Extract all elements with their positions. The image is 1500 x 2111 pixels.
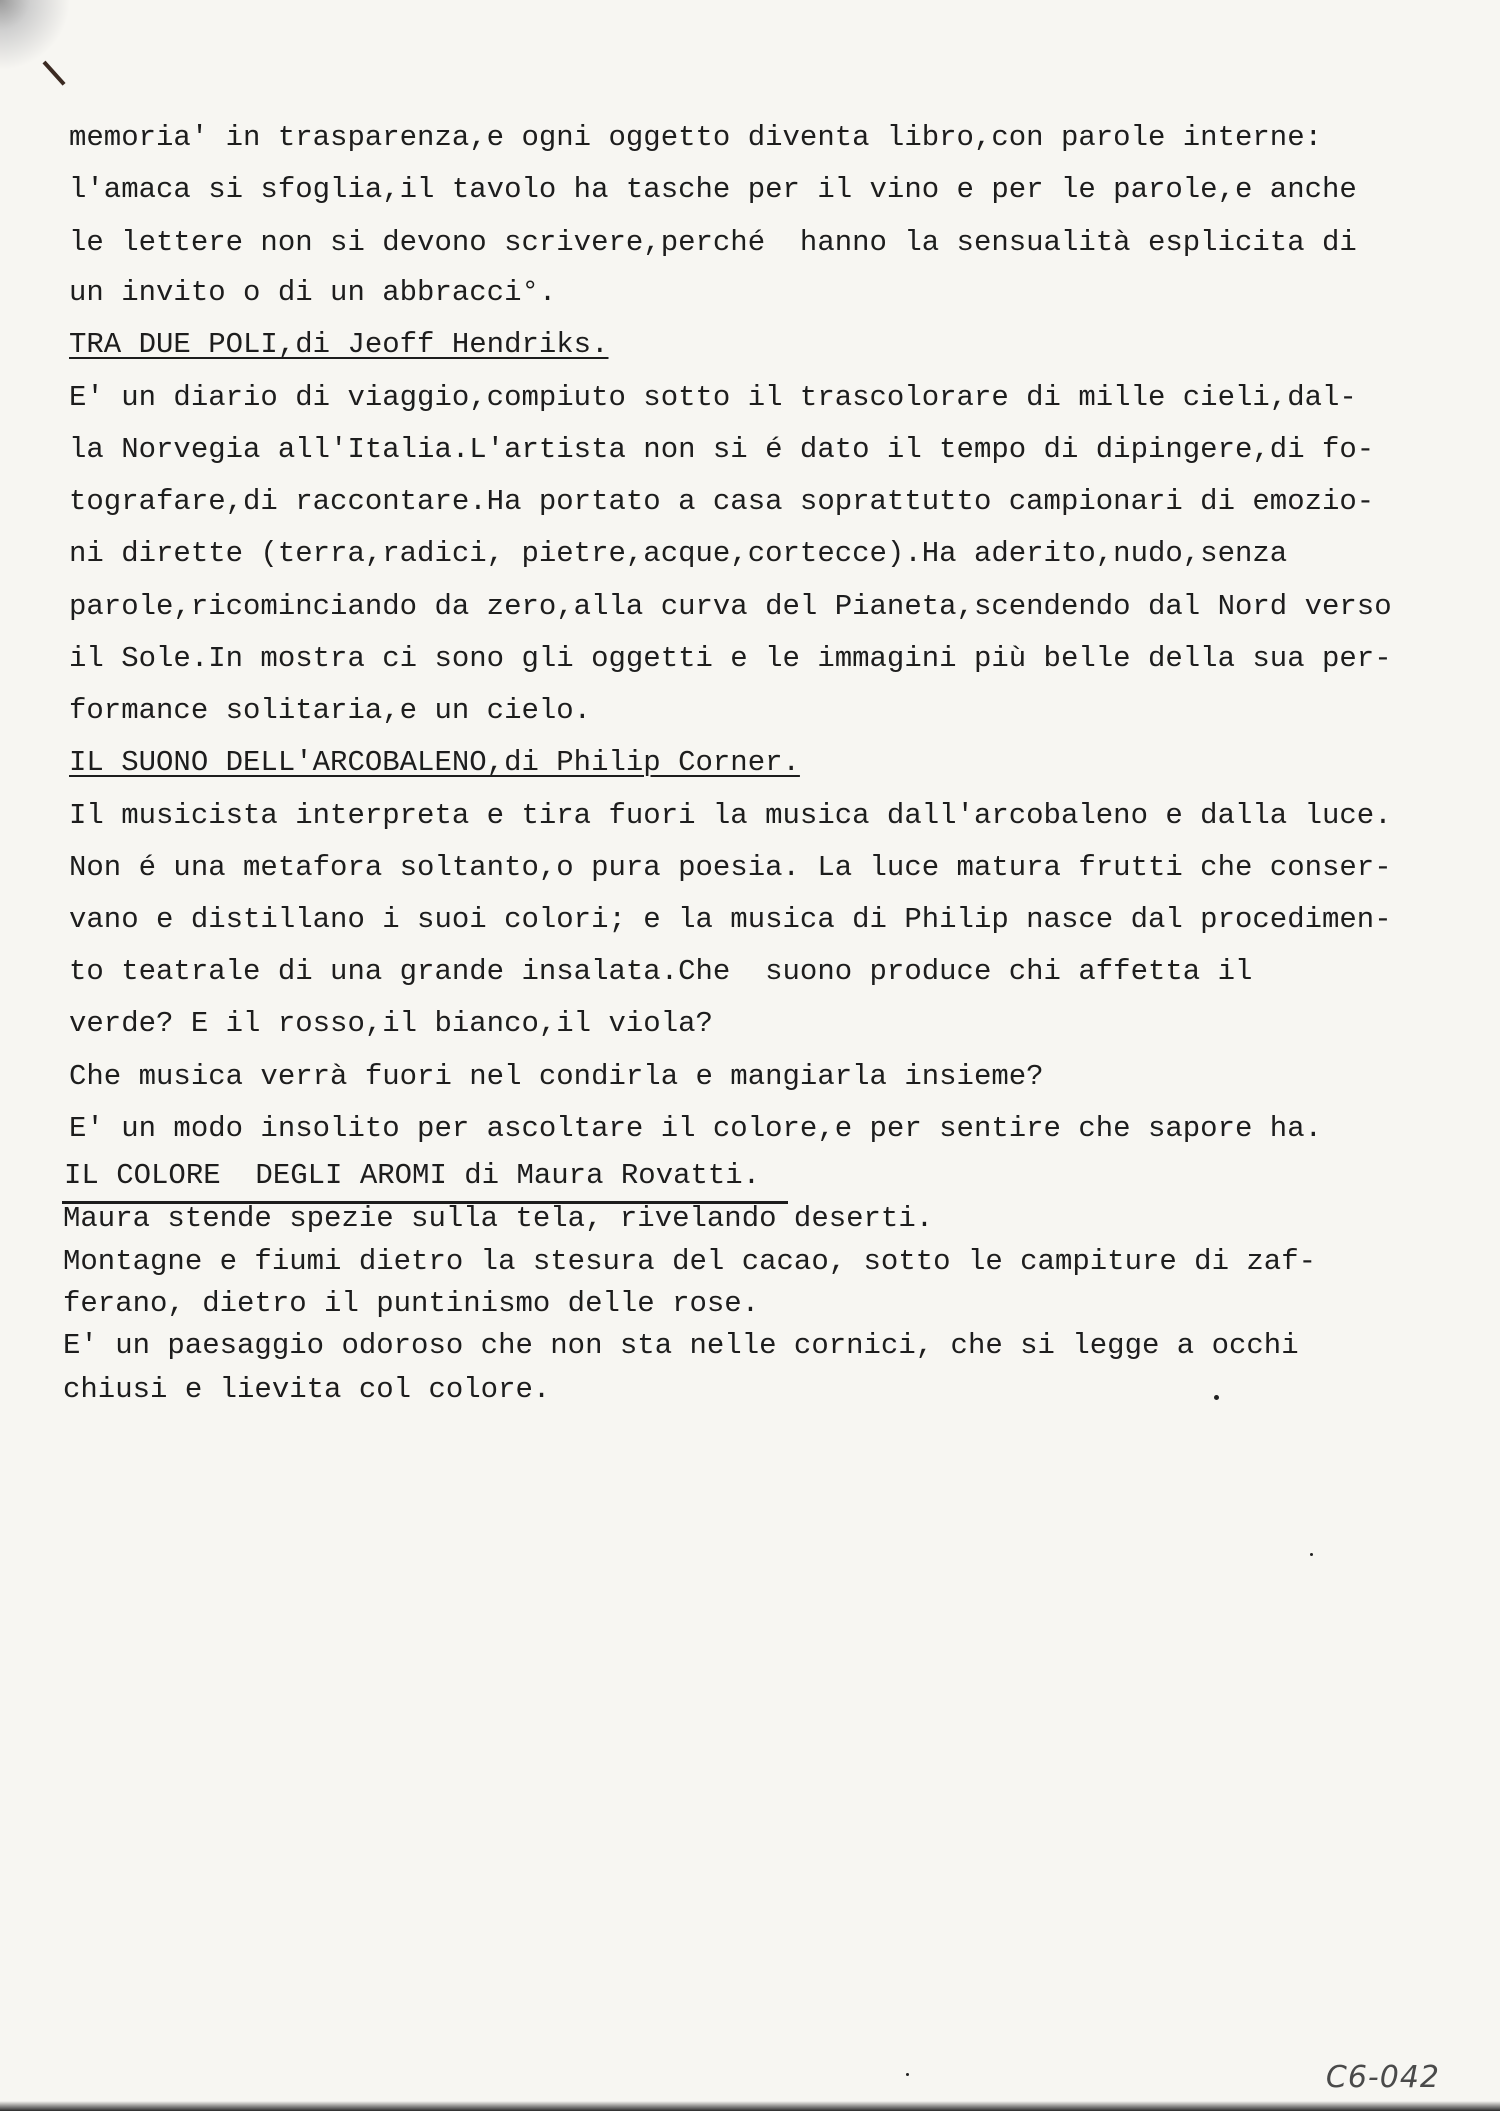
text-line: l'amaca si sfoglia,il tavolo ha tasche per il vino e per le parole,e anche (69, 173, 1357, 206)
text-line: E' un modo insolito per ascoltare il colore,e per sentire che sapore ha. (69, 1112, 1323, 1145)
ink-speck (906, 2073, 909, 2076)
text-line: Che musica verrà fuori nel condirla e mangiarla insieme? (69, 1060, 1044, 1093)
text-line: vano e distillano i suoi colori; e la musica di Philip nasce dal procedimen- (69, 903, 1392, 936)
text-line: le lettere non si devono scrivere,perché hanno la sensualità esplicita di (69, 226, 1357, 259)
ink-speck (1214, 1395, 1219, 1400)
archive-code: C6-042 (1325, 2060, 1440, 2095)
text-line: un invito o di un abbracci°. (69, 276, 557, 309)
text-line: tografare,di raccontare.Ha portato a casa soprattutto campionari di emozio- (69, 485, 1375, 518)
text-line: E' un diario di viaggio,compiuto sotto il trascolorare di mille cieli,dal- (69, 381, 1357, 414)
text-line: Il musicista interpreta e tira fuori la musica dall'arcobaleno e dalla luce. (69, 799, 1392, 832)
text-line: Montagne e fiumi dietro la stesura del cacao, sotto le campiture di zaf- (63, 1245, 1317, 1278)
section-heading: TRA DUE POLI,di Jeoff Hendriks. (69, 328, 609, 361)
text-line: ferano, dietro il puntinismo delle rose. (63, 1287, 760, 1320)
text-line: la Norvegia all'Italia.L'artista non si é dato il tempo di dipingere,di fo- (69, 433, 1375, 466)
text-line: to teatrale di una grande insalata.Che suono produce chi affetta il (69, 955, 1253, 988)
text-line: memoria' in trasparenza,e ogni oggetto diventa libro,con parole interne: (69, 121, 1323, 154)
ink-speck (1310, 1553, 1313, 1556)
page-corner-shadow (0, 0, 70, 70)
section-heading: IL SUONO DELL'ARCOBALENO,di Philip Corner. (69, 746, 800, 779)
heading-underline (62, 1155, 788, 1204)
page-bottom-edge (0, 2101, 1500, 2111)
text-line: formance solitaria,e un cielo. (69, 694, 592, 727)
text-line: Maura stende spezie sulla tela, rivelando deserti. (63, 1202, 934, 1235)
text-line: chiusi e lievita col colore. (63, 1373, 551, 1406)
text-line: Non é una metafora soltanto,o pura poesia. La luce matura frutti che conser- (69, 851, 1392, 884)
text-line: verde? E il rosso,il bianco,il viola? (69, 1007, 713, 1040)
section-heading: IL COLORE DEGLI AROMI di Maura Rovatti. (64, 1159, 761, 1192)
text-line: ni dirette (terra,radici, pietre,acque,cortecce).Ha aderito,nudo,senza (69, 537, 1288, 570)
text-line: E' un paesaggio odoroso che non sta nelle cornici, che si legge a occhi (63, 1329, 1299, 1362)
text-line: parole,ricominciando da zero,alla curva del Pianeta,scendendo dal Nord verso (69, 590, 1392, 623)
text-line: il Sole.In mostra ci sono gli oggetti e le immagini più belle della sua per- (69, 642, 1392, 675)
